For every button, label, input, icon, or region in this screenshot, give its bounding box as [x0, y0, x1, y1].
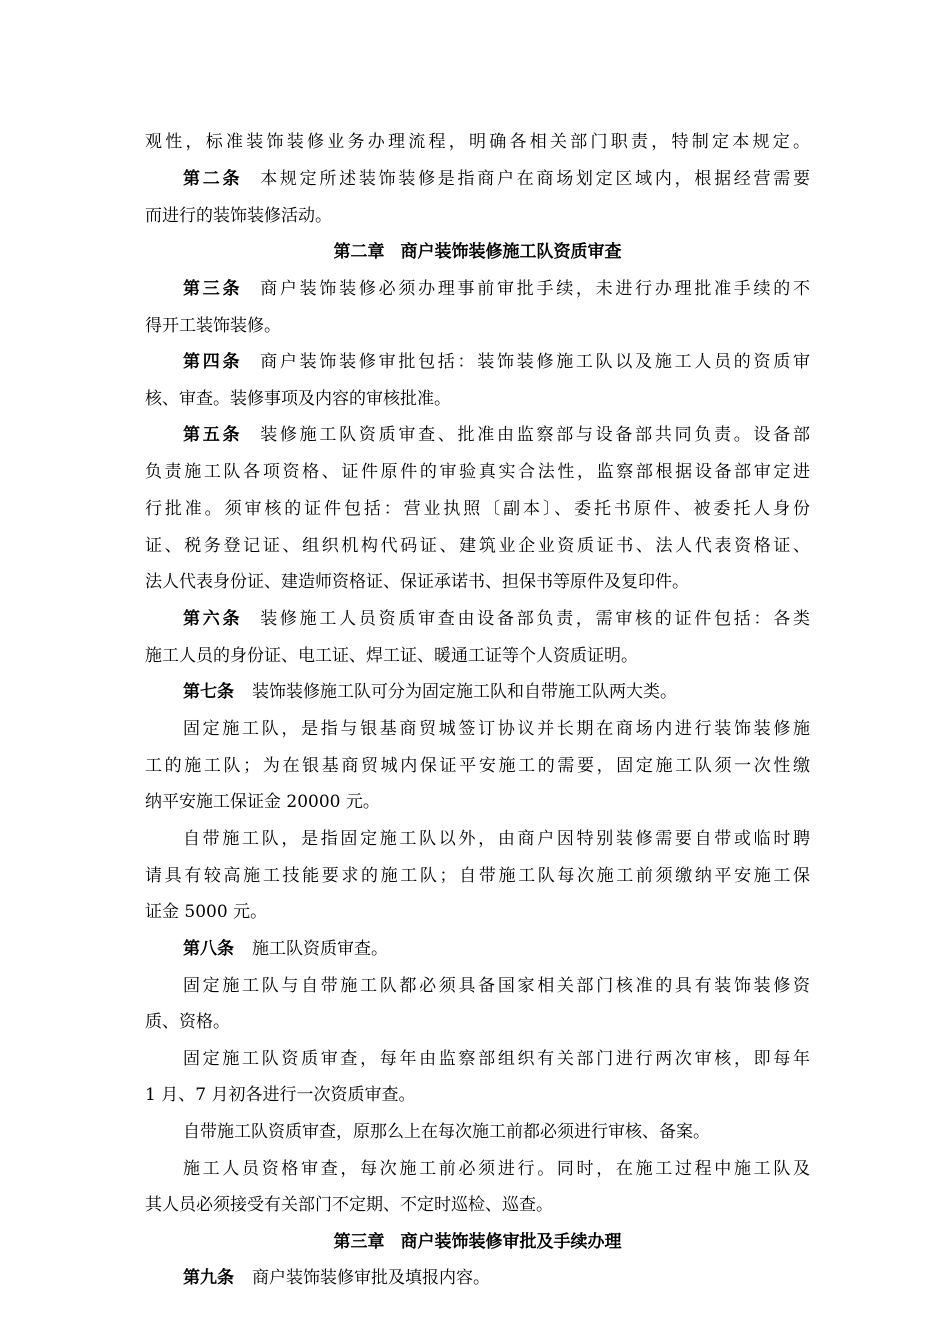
line-text: 自带施工队，是指固定施工队以外，由商户因特别装修需要自带或临时聘: [183, 829, 810, 849]
line-text: 得开工装饰装修。: [145, 316, 281, 336]
paragraph-line: [183, 1158, 810, 1180]
line-text: 装饰装修施工队可分为固定施工队和自带施工队两大类。: [252, 682, 677, 702]
line-text: 装修施工人员资质审查由设备部负责，需审核的证件包括：各类: [260, 609, 811, 629]
line-text: 施工人员的身份证、电工证、焊工证、暖通工证等个人资质证明。: [145, 646, 638, 666]
article-line: [183, 424, 810, 446]
line-text: 请具有较高施工技能要求的施工队；自带施工队每次施工前须缴纳平安施工保: [145, 866, 810, 886]
paragraph-line: [145, 645, 810, 667]
paragraph-line: [145, 388, 810, 410]
line-text: 施工人员资格审查，每次施工前必须进行。同时，在施工过程中施工队及: [183, 1159, 810, 1179]
paragraph-line: [145, 865, 810, 887]
line-text: 证、税务登记证、组织机构代码证、建筑业企业资质证书、法人代表资格证、: [145, 536, 810, 556]
paragraph-line: [183, 718, 810, 740]
paragraph-line: [183, 1048, 810, 1070]
paragraph-line: [145, 901, 810, 923]
paragraph-line: [145, 1011, 810, 1033]
article-number: 第九条: [183, 1268, 234, 1288]
paragraph-line: [145, 1194, 810, 1216]
paragraph-line: [183, 1121, 810, 1143]
line-text: 固定施工队与自带施工队都必须具备国家相关部门核准的具有装饰装修资: [183, 976, 810, 996]
chapter-number: 第二章: [333, 242, 385, 262]
line-text: 核、审查。装修事项及内容的审核批准。: [145, 389, 451, 409]
paragraph-line: [183, 975, 810, 997]
article-number: 第四条: [183, 352, 243, 372]
line-text: 质、资格。: [145, 1012, 230, 1032]
line-text: 证金 5000 元。: [145, 902, 268, 922]
paragraph-line: [145, 755, 810, 777]
line-text: 固定施工队，是指与银基商贸城签订协议并长期在商场内进行装饰装修施: [183, 719, 810, 739]
line-text: 自带施工队资质审查，原那么上在每次施工前都必须进行审核、备案。: [183, 1122, 710, 1142]
line-text: 法人代表身份证、建造师资格证、保证承诺书、担保书等原件及复印件。: [145, 572, 689, 592]
article-line: [183, 608, 810, 630]
paragraph-line: [145, 571, 810, 593]
line-text: 商户装饰装修审批及填报内容。: [252, 1268, 490, 1288]
article-number: 第三条: [183, 279, 243, 299]
article-line: [183, 278, 810, 300]
paragraph-line: [145, 205, 810, 227]
line-text: 负责施工队各项资格、证件原件的审验真实合法性，监察部根据设备部审定进: [145, 462, 810, 482]
chapter-title: 商户装饰装修施工队资质审查: [400, 242, 622, 262]
line-text: 而进行的装饰装修活动。: [145, 206, 332, 226]
paragraph-line: [183, 828, 810, 850]
line-text: 施工队资质审查。: [252, 939, 388, 959]
line-text: 装修施工队资质审查、批准由监察部与设备部共同负责。设备部: [260, 425, 811, 445]
paragraph-line: [145, 791, 810, 813]
line-text: 1 月、7 月初各进行一次资质审查。: [145, 1085, 416, 1105]
line-text: 行批准。须审核的证件包括：营业执照〔副本〕、委托书原件、被委托人身份: [145, 499, 810, 519]
line-text: 商户装饰装修审批包括：装饰装修施工队以及施工人员的资质审: [260, 352, 811, 372]
article-line: [183, 938, 810, 960]
paragraph-line: [145, 131, 810, 153]
article-number: 第五条: [183, 425, 243, 445]
paragraph-line: [145, 535, 810, 557]
article-line: [183, 1267, 810, 1289]
article-line: [183, 351, 810, 373]
line-text: 其人员必须接受有关部门不定期、不定时巡检、巡查。: [145, 1195, 553, 1215]
article-number: 第七条: [183, 682, 234, 702]
article-line: [183, 168, 810, 190]
paragraph-line: [145, 315, 810, 337]
article-number: 第六条: [183, 609, 243, 629]
paragraph-line: [145, 498, 810, 520]
line-text: 固定施工队资质审查，每年由监察部组织有关部门进行两次审核，即每年: [183, 1049, 810, 1069]
article-line: [183, 681, 810, 703]
chapter-heading: [145, 241, 810, 263]
chapter-title: 商户装饰装修审批及手续办理: [400, 1232, 622, 1252]
chapter-number: 第三章: [333, 1232, 385, 1252]
line-text: 工的施工队；为在银基商贸城内保证平安施工的需要，固定施工队须一次性缴: [145, 756, 810, 776]
line-text: 本规定所述装饰装修是指商户在商场划定区域内，根据经营需要: [260, 169, 811, 189]
article-number: 第八条: [183, 939, 234, 959]
paragraph-line: [145, 1084, 810, 1106]
chapter-heading: [145, 1231, 810, 1253]
paragraph-line: [145, 461, 810, 483]
line-text: 商户装饰装修必须办理事前审批手续，未进行办理批准手续的不: [260, 279, 811, 299]
line-text: 观性，标准装饰装修业务办理流程，明确各相关部门职责，特制定本规定。: [145, 132, 810, 152]
line-text: 纳平安施工保证金 20000 元。: [145, 792, 380, 812]
article-number: 第二条: [183, 169, 243, 189]
